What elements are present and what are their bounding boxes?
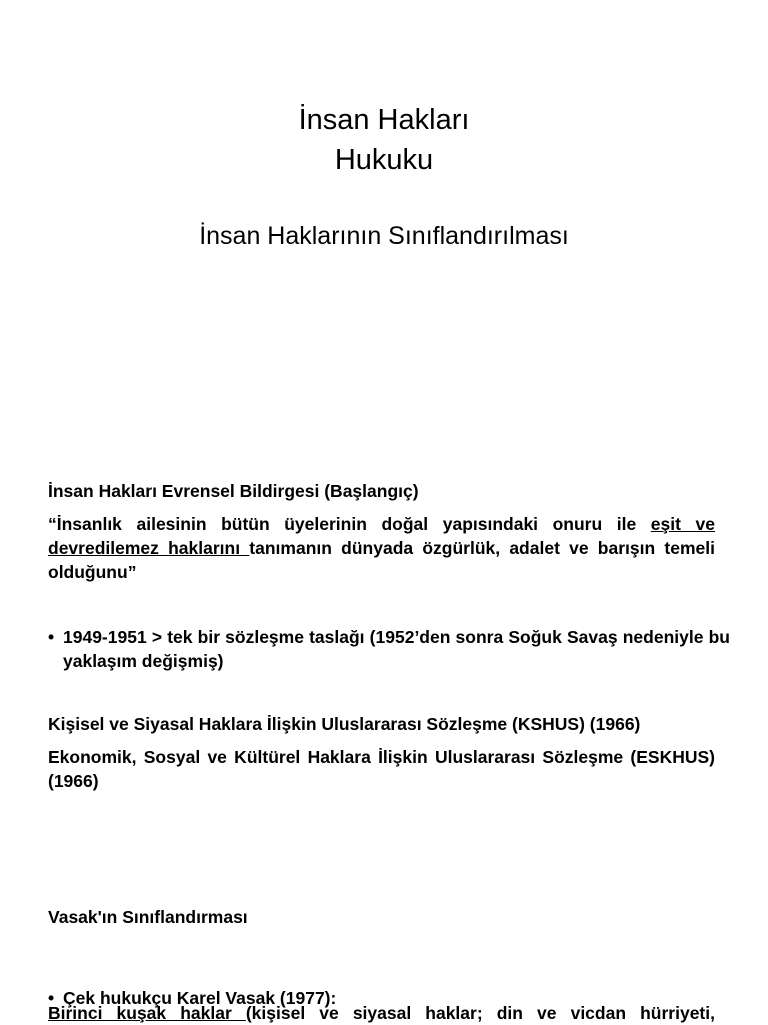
quote-part-2: tanımanın dünyada özgürlük, adalet ve barışın temeli olduğunu”: [48, 538, 715, 582]
vasak-heading-text: Vasak'ın Sınıflandırması: [48, 907, 248, 927]
bullet-draft: [48, 625, 730, 673]
first-generation-rights: [48, 1001, 715, 1025]
title-line-1: İnsan Hakları: [298, 104, 470, 136]
quote-underlined: eşit ve devredilemez haklarını: [48, 514, 715, 558]
bullet-vasak-text: Çek hukukçu Karel Vasak (1977):: [63, 988, 337, 1008]
covenant-eskhus: [48, 745, 715, 793]
declaration-heading-text: İnsan Hakları Evrensel Bildirgesi (Başlangıç): [48, 481, 419, 501]
first-gen-rest: (kişisel ve siyasal haklar; din ve vicdan hürriyeti,: [245, 1003, 715, 1023]
bullet-marker: •: [48, 988, 55, 1008]
page-subtitle: İnsan Haklarının Sınıflandırılması: [199, 222, 569, 250]
title-line-2: Hukuku: [334, 144, 434, 176]
declaration-heading: [48, 479, 715, 503]
covenant-kshus: [48, 712, 715, 736]
first-gen-underlined: Birinci kuşak haklar: [48, 1003, 246, 1023]
bullet-draft-text: 1949-1951 > tek bir sözleşme taslağı (1952’den sonra Soğuk Savaş nedeniyle bu yaklaşım değişmiş): [63, 627, 730, 671]
quote-part-1: “İnsanlık ailesinin bütün üyelerinin doğal yapısındaki onuru ile: [48, 514, 651, 534]
bullet-marker: •: [48, 627, 55, 647]
covenant-kshus-text: Kişisel ve Siyasal Haklara İlişkin Uluslararası Sözleşme (KSHUS) (1966): [48, 714, 641, 734]
page-title: [0, 100, 768, 180]
covenant-eskhus-text: Ekonomik, Sosyal ve Kültürel Haklara İlişkin Uluslararası Sözleşme (ESKHUS) (1966): [48, 747, 715, 791]
declaration-quote: [48, 512, 715, 584]
vasak-heading: [48, 905, 715, 929]
